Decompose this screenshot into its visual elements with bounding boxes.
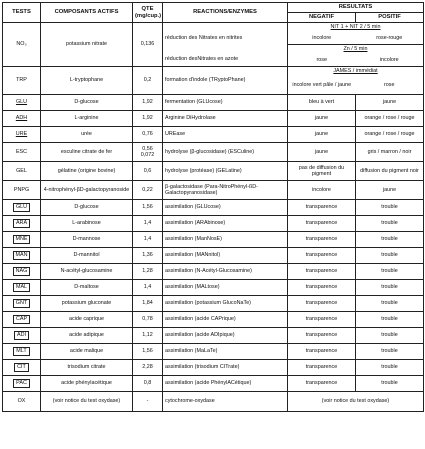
qte: 0,2	[133, 67, 163, 95]
reaction: formation d'indole (TRyptoPhane)	[163, 67, 288, 95]
reaction: assimilation (trisodium CITrate)	[163, 360, 288, 376]
test-code-label: URE	[15, 131, 28, 138]
qte: 1,36	[133, 248, 163, 264]
result-positif: trouble	[356, 280, 424, 296]
result-negatif: rose	[316, 56, 327, 63]
result-negatif: transparence	[288, 232, 356, 248]
results-table	[2, 2, 424, 412]
result-negatif: transparence	[288, 360, 356, 376]
reaction: assimilation (MaLaTe)	[163, 344, 288, 360]
result-positif: gris / marron / noir	[356, 143, 424, 162]
result-negatif: transparence	[288, 296, 356, 312]
table-row	[3, 216, 424, 232]
result-positif: trouble	[356, 232, 424, 248]
table-row	[3, 376, 424, 392]
test-code: TRP	[3, 67, 41, 95]
reaction: réduction des Nitrates en nitrites	[165, 35, 243, 42]
test-code: NO₃	[3, 23, 41, 67]
reaction: assimilation (acide ADIpique)	[163, 328, 288, 344]
result-negatif: transparence	[288, 200, 356, 216]
table-row	[3, 162, 424, 181]
composant: D-mannitol	[41, 248, 133, 264]
table-row	[3, 143, 424, 162]
result-negatif: incolore vert pâle / jaune	[292, 81, 352, 88]
reaction: hydrolyse (β-glucosidase) (ESCuline)	[163, 143, 288, 162]
result-positif: trouble	[356, 264, 424, 280]
qte: 2,28	[133, 360, 163, 376]
result-positif: trouble	[356, 312, 424, 328]
result-negatif: bleu à vert	[288, 95, 356, 111]
reaction: assimilation (acide CAPrique)	[163, 312, 288, 328]
reaction: assimilation (ManNosE)	[163, 232, 288, 248]
reagent-header: Zn / 5 min	[343, 46, 368, 52]
header-tests: TESTS	[3, 3, 41, 23]
table-row	[3, 181, 424, 200]
composant: urée	[41, 127, 133, 143]
test-code	[3, 328, 41, 344]
test-code-label: ESC	[15, 148, 28, 155]
header-composants: COMPOSANTS ACTIFS	[41, 3, 133, 23]
result-positif: rose	[384, 81, 395, 88]
qte: 0,8	[133, 376, 163, 392]
result-positif: trouble	[356, 296, 424, 312]
test-code	[3, 232, 41, 248]
header-qte-unit: (mg/cup.)	[135, 12, 162, 19]
test-code	[3, 95, 41, 111]
table-row	[3, 127, 424, 143]
result-positif: orange / rose / rouge	[356, 111, 424, 127]
table-row-trp	[3, 67, 424, 95]
test-code	[3, 111, 41, 127]
test-code	[3, 312, 41, 328]
result-negatif: transparence	[288, 312, 356, 328]
result-positif: rose-rouge	[376, 34, 403, 41]
result-positif: trouble	[356, 200, 424, 216]
header-reactions: REACTIONS/ENZYMES	[163, 3, 288, 23]
qte: 1,4	[133, 216, 163, 232]
table-row	[3, 344, 424, 360]
qte: 1,56	[133, 344, 163, 360]
test-code	[3, 344, 41, 360]
table-row	[3, 264, 424, 280]
test-code: OX	[3, 392, 41, 412]
qte: 0,56 0,072	[133, 143, 163, 162]
composant: L-tryptophane	[41, 67, 133, 95]
test-code-label: ARA	[13, 219, 30, 227]
test-code	[3, 162, 41, 181]
result-negatif: incolore	[288, 181, 356, 200]
composant: D-maltose	[41, 280, 133, 296]
result-negatif: transparence	[288, 280, 356, 296]
qte: 1,28	[133, 264, 163, 280]
test-code-label: MAL	[13, 283, 30, 291]
test-code	[3, 248, 41, 264]
composant: L-arginine	[41, 111, 133, 127]
result-positif: orange / rose / rouge	[356, 127, 424, 143]
header-resultats: RESULTATS	[288, 3, 424, 13]
test-code	[3, 360, 41, 376]
reaction: assimilation (GLUcose)	[163, 200, 288, 216]
reaction: hydrolyse (protéase) (GELatine)	[163, 162, 288, 181]
table-row	[3, 280, 424, 296]
table-row	[3, 248, 424, 264]
table-row	[3, 95, 424, 111]
qte: 0,136	[133, 23, 163, 67]
reaction-cell	[163, 23, 288, 67]
qte: 1,56	[133, 200, 163, 216]
qte: 1,84	[133, 296, 163, 312]
composant: L-arabinose	[41, 216, 133, 232]
test-code-label: PAC	[13, 379, 30, 387]
reagent-header: NIT 1 + NIT 2 / 5 min	[330, 24, 381, 30]
composant: acide phénylacétique	[41, 376, 133, 392]
result-negatif: transparence	[288, 344, 356, 360]
reaction: assimilation (MALtose)	[163, 280, 288, 296]
qte: 1,92	[133, 111, 163, 127]
reaction: assimilation (N-Acétyl-Glucosamine)	[163, 264, 288, 280]
test-code-label: GNT	[13, 299, 30, 307]
table-row	[3, 111, 424, 127]
result-negatif: transparence	[288, 248, 356, 264]
test-code	[3, 181, 41, 200]
test-code-label: MNE	[13, 235, 31, 243]
result-positif: trouble	[356, 216, 424, 232]
result-positif: jaune	[356, 181, 424, 200]
composant: gélatine (origine bovine)	[41, 162, 133, 181]
composant: D-glucose	[41, 95, 133, 111]
qte: 0,78	[133, 312, 163, 328]
composant: N-acétyl-glucosamine	[41, 264, 133, 280]
qte: 0,76	[133, 127, 163, 143]
test-code	[3, 296, 41, 312]
header-positif: POSITIF	[356, 13, 424, 23]
table-row	[3, 328, 424, 344]
header-qte-label: QTE	[141, 5, 154, 12]
test-code-label: MLT	[13, 347, 29, 355]
result-positif: trouble	[356, 376, 424, 392]
table-row-ox	[3, 392, 424, 412]
result-cell	[288, 67, 424, 95]
test-code-label: PNPG	[13, 186, 30, 193]
result-positif: incolore	[379, 56, 399, 63]
test-code	[3, 280, 41, 296]
result-positif: jaune	[356, 95, 424, 111]
test-code	[3, 200, 41, 216]
reaction: Arginine DiHydrolase	[163, 111, 288, 127]
table-row-no3	[3, 23, 424, 67]
composant: 4-nitrophényl-βD-galactopyranoside	[41, 181, 133, 200]
table-row	[3, 232, 424, 248]
test-code-label: ADI	[14, 331, 29, 339]
test-code-label: GLU	[13, 203, 30, 211]
reaction: assimilation (acide PhénylACétique)	[163, 376, 288, 392]
test-code-label: ADH	[15, 115, 28, 122]
reagent-header: JAMES / immédiat	[333, 68, 378, 74]
test-code-label: NAG	[13, 267, 31, 275]
composant: trisodium citrate	[41, 360, 133, 376]
result-negatif: jaune	[288, 143, 356, 162]
result-positif: trouble	[356, 360, 424, 376]
composant: potassium nitrate	[41, 23, 133, 67]
qte: 1,4	[133, 280, 163, 296]
qte: 1,4	[133, 232, 163, 248]
result-positif: trouble	[356, 248, 424, 264]
result-negatif: incolore	[312, 34, 332, 41]
test-code	[3, 127, 41, 143]
result-negatif: transparence	[288, 376, 356, 392]
table-row	[3, 360, 424, 376]
reaction: assimilation (MANnitol)	[163, 248, 288, 264]
result-negatif: jaune	[288, 127, 356, 143]
header-qte	[133, 3, 163, 23]
result-positif: diffusion du pigment noir	[356, 162, 424, 181]
qte: 0,22	[133, 181, 163, 200]
test-code	[3, 216, 41, 232]
result-negatif: transparence	[288, 264, 356, 280]
composant: potassium gluconate	[41, 296, 133, 312]
composant: acide caprique	[41, 312, 133, 328]
result-positif: trouble	[356, 344, 424, 360]
composant: D-glucose	[41, 200, 133, 216]
reaction: fermentation (GLUcose)	[163, 95, 288, 111]
result-positif: trouble	[356, 328, 424, 344]
reaction: réduction desNitrates en azote	[165, 56, 239, 63]
composant: (voir notice du test oxydase)	[41, 392, 133, 412]
test-code-label: GLU	[15, 99, 28, 106]
composant: acide malique	[41, 344, 133, 360]
composant: esculine citrate de fer	[41, 143, 133, 162]
result-negatif: transparence	[288, 216, 356, 232]
result-negatif: transparence	[288, 328, 356, 344]
test-code-label: CAP	[13, 315, 30, 323]
reaction: β-galactosidase (Para-NitroPhényl-ßD-Galactopyranosidase)	[163, 181, 288, 200]
composant: D-mannose	[41, 232, 133, 248]
result-negatif: jaune	[288, 111, 356, 127]
table-row	[3, 296, 424, 312]
reaction: assimilation (ARAbinose)	[163, 216, 288, 232]
qte: 0,6	[133, 162, 163, 181]
qte: -	[133, 392, 163, 412]
result-ox: (voir notice du test oxydase)	[288, 392, 424, 412]
reaction: cytochrome-oxydase	[163, 392, 288, 412]
reaction: assimilation (potassium GlucoNaTe)	[163, 296, 288, 312]
qte: 1,12	[133, 328, 163, 344]
test-code-label: CIT	[14, 363, 29, 371]
table-row	[3, 200, 424, 216]
result-negatif: pas de diffusion du pigment	[288, 162, 356, 181]
table-row	[3, 312, 424, 328]
composant: acide adipique	[41, 328, 133, 344]
test-code-label: GEL	[16, 167, 27, 174]
reaction: UREase	[163, 127, 288, 143]
test-code-label: MAN	[13, 251, 31, 259]
test-code	[3, 264, 41, 280]
test-code	[3, 143, 41, 162]
qte: 1,92	[133, 95, 163, 111]
result-cell	[288, 23, 424, 67]
header-negatif: NEGATIF	[288, 13, 356, 23]
test-code	[3, 376, 41, 392]
